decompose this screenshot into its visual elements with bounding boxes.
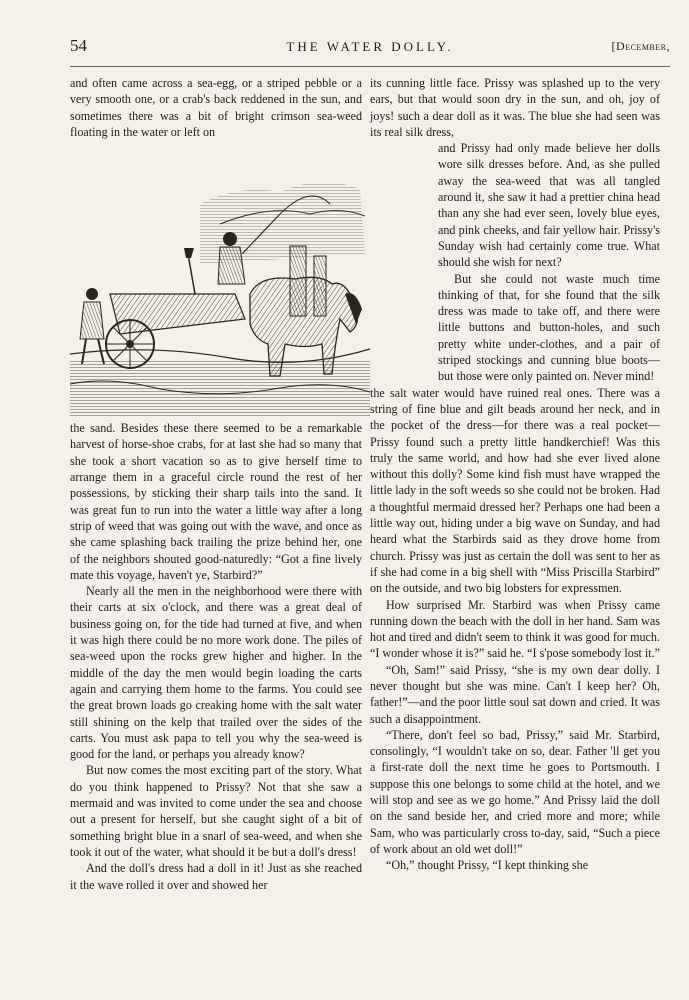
engraving-image (70, 144, 370, 416)
paragraph: But she could not waste much time thinking of that, for she found that the silk dress was made to take off, and there were little buttons and button-holes, and such pretty white under-clothes, and a pair of striped stockings and cunning blue boots—but those were only painted on. Never mind! (438, 271, 660, 384)
paragraph: “Oh,” thought Prissy, “I kept thinking she (386, 858, 589, 873)
paragraph: And the doll's dress had a doll in it! Just as she reached it the wave rolled it over and showed her (70, 861, 362, 892)
running-header (70, 36, 670, 62)
paragraph: “There, don't feel so bad, Prissy,” said Mr. Starbird, consolingly, “I wouldn't take on so, dear. Father 'll get you a first-rate doll the next time he goes to Portsmouth. I suppose this one belongs to some child at the hotel, and we will stop and see as we go home.” And Prissy laid the doll on the sand beside her, and cried more and more; while Sam, who was particularly cross to-day, said, “Such a piece of work about an old wet doll!” (370, 727, 660, 856)
right-column (370, 75, 660, 874)
left-column (70, 75, 362, 893)
magazine-title: THE WATER DOLLY. (286, 39, 454, 54)
paragraph: and often came across a sea-egg, or a striped pebble or a very smooth one, or a crab's back reddened in the sun, and sometimes there was a bit of bright crimson sea-weed floating in the water or left on (70, 76, 362, 139)
page-number: 54 (70, 36, 87, 55)
paragraph: the salt water would have ruined real ones. There was a string of fine blue and gilt beads around her neck, and in the pocket of the dress—for there was a real pocket—Prissy found such a pretty little handkerchief! Was this truly the same world, and how had she ever lived alone without this dolly? Some kind fish must have wrapped the little lady in the soft weeds so she could not be broken. Had a thoughtful mermaid dressed her? Perhaps one had been a little way out, hiding under a big wave on Sunday, and had heard what the Starbirds said as they drove home from church. Prissy was just as certain the doll was sent to her as if she had come in a big shell with “Miss Priscilla Starbird” on the outside, and two big lobsters for expressmen. (370, 385, 660, 596)
paragraph: But now comes the most exciting part of the story. What do you think happened to Prissy? Not that she saw a mermaid and was invited to come under the sea and choose out a present for herself, but she caught sight of a bit of something bright blue in a snarl of sea-weed, and when she took it out of the water, what should it be but a doll's dress! (70, 763, 362, 859)
paragraph: Nearly all the men in the neighborhood were there with their carts at six o'clock, and there was a great deal of business going on, for the tide had turned at five, and when it was high there could be no more work done. The piles of sea-weed upon the rocks grew higher and higher. In the middle of the day the men would begin loading the carts again and carrying them home to the farms. You could see the great brown loads go creaking home with the salt water still shining on the kelp that trailed over the sides of the carts. You must ask papa to tell you why the sea-weed is good for the land, or perhaps you already know? (70, 584, 362, 762)
paragraph: and Prissy had only made believe her dolls wore silk dresses before. And, as she pulled away the sea-weed that was all tangled around it, she saw it had a prettier china head than any she had ever seen, lovely blue eyes, and pink cheeks, and fair yellow hair. Prissy's Sunday wish had certainly come true. What should she wish for next? (438, 141, 660, 270)
paragraph: its cunning little face. Prissy was splashed up to the very ears, but that would soon dry in the sun, and oh, joy of joys! such a dear doll as it was. The blue she had seen was its real silk dress, (370, 76, 660, 139)
paragraph: “Oh, Sam!” said Prissy, “she is my own dear dolly. I never thought but she was mine. Can't I keep her? Oh, father!”—and the poor little soul sat down and cried. It was such a disappointment. (370, 662, 660, 726)
paragraph: How surprised Mr. Starbird was when Prissy came running down the beach with the doll in her hand. Sam was hot and tired and didn't seem to think it was good for much. “I wonder whose it is?” said he. “I s'pose somebody lost it.” (370, 597, 661, 661)
paragraph: the sand. Besides these there seemed to be a remarkable harvest of horse-shoe crabs, for at last she had so many that she took a short vacation so as to give herself time to arrange them in a graceful circle round the rest of her possessions, by sticking their sharp tails into the sand. It was great fun to run into the water a little way after a long strip of weed that was going out with the wave, and once as she came splashing back trailing the prize behind her, one of the neighbors shouted good-naturedly: “Got a fine lively mate this voyage, haven't ye, Starbird?” (70, 421, 362, 582)
issue-month: [December, (611, 39, 670, 53)
header-rule (70, 66, 670, 67)
illustration-cart-and-horse (70, 144, 370, 416)
